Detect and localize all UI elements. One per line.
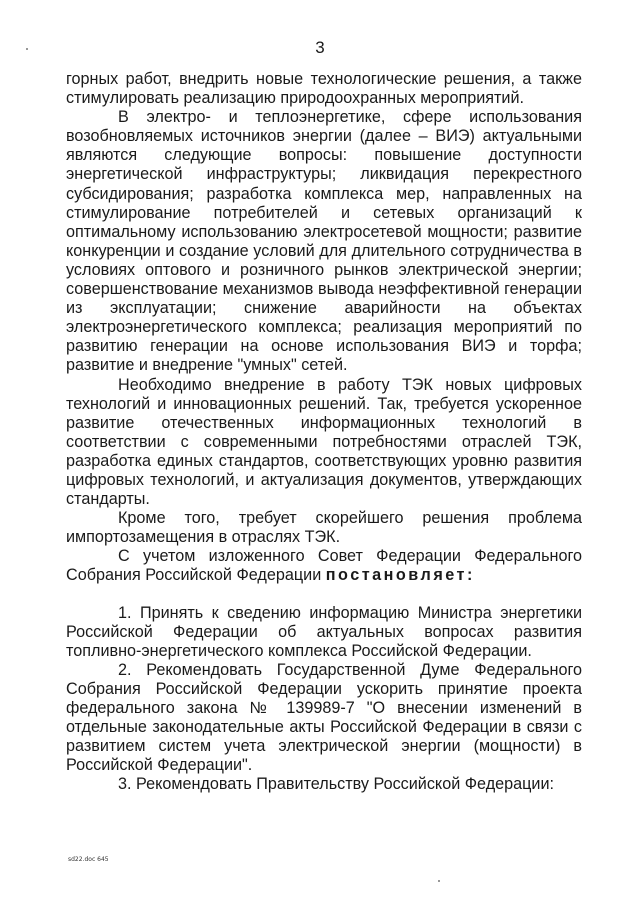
paragraph-electro-energy: В электро- и теплоэнергетике, сфере использования возобновляемых источников энергии (далее – ВИЭ) актуальными являются следующие вопросы: повышение доступности энергетической инфраструктуры; ликвидация перекрестного субсидирования; разработка комплекса мер, направленных на стимулирование потребителей и сетевых организаций к оптимальному использованию электросетевой мощности; развитие конкуренции и создание условий для длительного сотрудничества в условиях оптового и розничного рынков электрической энергии; совершенствование механизмов вывода неэффективной генерации из эксплуатации; снижение аварийности на объектах электроэнергетического комплекса; реализация мероприятий по развитию генерации на основе использования ВИЭ и торфа; развитие и внедрение "умных" сетей. xyxy=(66,108,582,375)
scan-speck xyxy=(26,48,28,50)
paragraph-resolution-intro xyxy=(66,547,582,585)
resolution-verb: постановляет: xyxy=(325,566,475,585)
page-number: 3 xyxy=(315,38,325,57)
resolution-item-2: 2. Рекомендовать Государственной Думе Федерального Собрания Российской Федерации ускорить принятие проекта федерального закона № 139989-7 "О внесении изменений в отдельные законодательные акты Российской Федерации в связи с развитием систем учета электрической энергии (мощности) в Российской Федерации". xyxy=(66,660,582,775)
resolution-intro-text: С учетом изложенного Совет Федерации Федерального Собрания Российской Федерации xyxy=(66,547,582,585)
resolution-item-3: 3. Рекомендовать Правительству Российской Федерации: xyxy=(118,775,555,794)
resolution-item-1: 1. Принять к сведению информацию Министра энергетики Российской Федерации об актуальных вопросах развития топливно-энергетического комплекса Российской Федерации. xyxy=(66,603,582,660)
scan-speck xyxy=(438,880,440,882)
file-footer: sd22.doc 645 xyxy=(68,856,109,863)
paragraph-mining-continuation: горных работ, внедрить новые технологические решения, а также стимулировать реализацию природоохранных мероприятий. xyxy=(66,70,582,108)
paragraph-digital-tech: Необходимо внедрение в работу ТЭК новых цифровых технологий и инновационных решений. Так, требуется ускоренное развитие отечественных информационных технологий в соответствии с современными потребностями отраслей ТЭК, разработка единых стандартов, соответствующих уровню развития цифровых технологий, и актуализация документов, утверждающих стандарты. xyxy=(66,375,582,509)
section-gap xyxy=(66,586,582,604)
document-body xyxy=(66,70,582,794)
paragraph-import-substitution: Кроме того, требует скорейшего решения проблема импортозамещения в отраслях ТЭК. xyxy=(66,509,582,547)
